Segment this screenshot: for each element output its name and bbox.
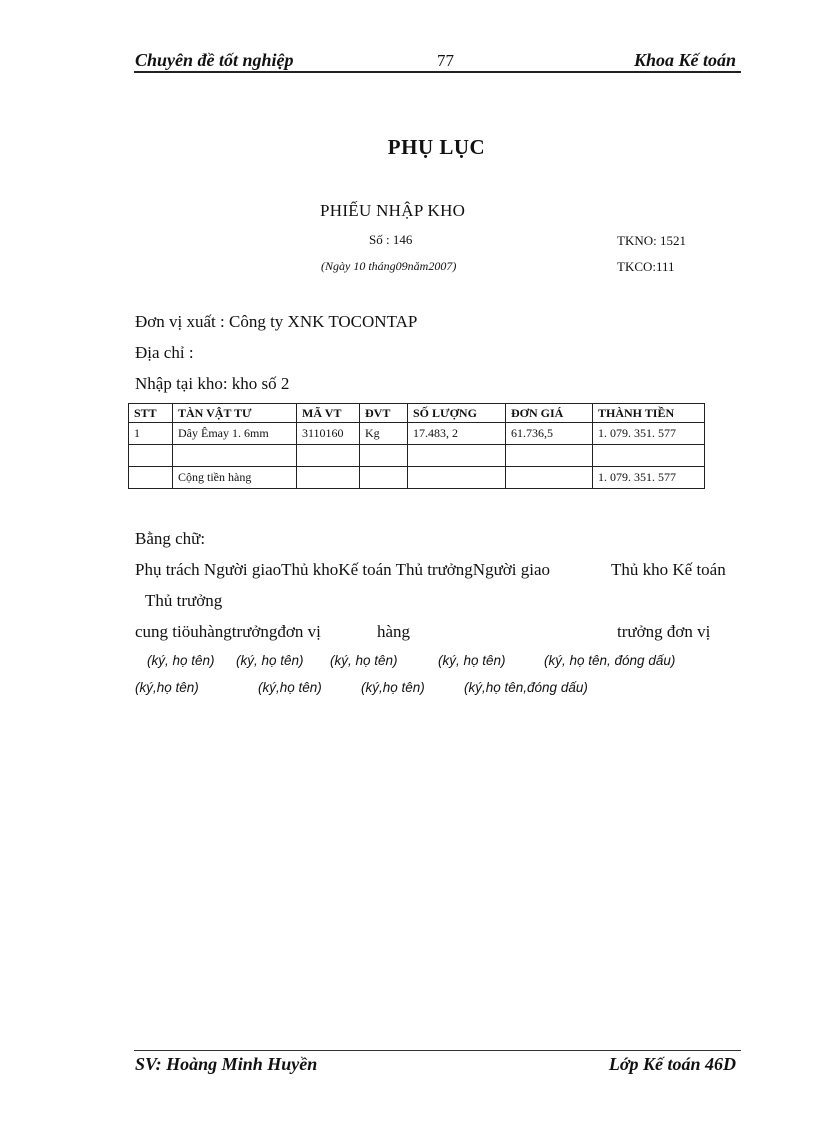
sign-note-stamp: (ký, họ tên, đóng dấu): [544, 653, 676, 668]
amount-in-words: Bằng chữ:: [135, 529, 206, 548]
col-item-name: TÀN VẬT TƯ: [173, 404, 297, 423]
page-number: 77: [437, 51, 454, 70]
sign-note: (ký,họ tên): [135, 680, 199, 695]
table-cell: [360, 445, 408, 467]
signature-roles-right: Thủ kho Kế toán: [611, 560, 726, 579]
footer-class: Lớp Kế toán 46D: [608, 1054, 736, 1074]
table-row: [129, 445, 705, 467]
col-unit: ĐVT: [360, 404, 408, 423]
col-stt: STT: [129, 404, 173, 423]
warehouse: Nhập tại kho: kho số 2: [135, 374, 290, 393]
receipt-number: Số : 146: [369, 232, 413, 247]
table-cell: 1. 079. 351. 577: [593, 467, 705, 489]
table-cell: Cộng tiền hàng: [173, 467, 297, 489]
table-cell: [360, 467, 408, 489]
table-cell: Kg: [360, 423, 408, 445]
address: Địa chỉ :: [135, 343, 194, 362]
tk-no: TKNO: 1521: [617, 233, 686, 248]
signature-roles-line3-mid: hàng: [377, 622, 411, 641]
sign-note: (ký, họ tên): [236, 653, 304, 668]
receipt-name: PHIẾU NHẬP KHO: [320, 201, 466, 220]
signature-roles-line2: Thủ trưởng: [145, 591, 223, 610]
footer-student: SV: Hoàng Minh Huyền: [135, 1054, 318, 1074]
table-cell: [506, 445, 593, 467]
table-cell: [129, 467, 173, 489]
signature-roles-line: Phụ trách Người giaoThủ khoKế toán Thủ trưởngNgười giao: [135, 560, 551, 579]
page-title: PHỤ LỤC: [387, 135, 486, 159]
receipt-date: (Ngày 10 tháng09năm2007): [321, 259, 457, 273]
header-rule: [134, 71, 741, 73]
col-amount: THÀNH TIỀN: [593, 404, 705, 423]
table-cell: [506, 467, 593, 489]
table-cell: 1: [129, 423, 173, 445]
sign-note: (ký, họ tên): [147, 653, 215, 668]
sign-note-stamp: (ký,họ tên,đóng dấu): [464, 680, 588, 695]
col-unit-price: ĐƠN GIÁ: [506, 404, 593, 423]
sign-note: (ký,họ tên): [361, 680, 425, 695]
signature-roles-line3-right: trưởng đơn vị: [617, 622, 711, 641]
table-cell: 61.736,5: [506, 423, 593, 445]
table-row: [129, 423, 705, 445]
sign-note: (ký, họ tên): [330, 653, 398, 668]
table-cell: [593, 445, 705, 467]
table-cell: 17.483, 2: [408, 423, 506, 445]
table-cell: [297, 467, 360, 489]
tk-co: TKCO:111: [617, 259, 675, 274]
issuing-unit: Đơn vị xuất : Công ty XNK TOCONTAP: [135, 312, 418, 331]
footer-rule: [134, 1050, 741, 1051]
table-cell: [408, 445, 506, 467]
table-header-row: [129, 404, 705, 423]
table-cell: 3110160: [297, 423, 360, 445]
table-cell: Dây Êmay 1. 6mm: [173, 423, 297, 445]
signature-roles-line3: cung tiöuhàngtrưởngđơn vị: [135, 622, 321, 641]
table-total-row: [129, 467, 705, 489]
table-cell: [297, 445, 360, 467]
table-cell: 1. 079. 351. 577: [593, 423, 705, 445]
table-cell: [173, 445, 297, 467]
sign-note: (ký,họ tên): [258, 680, 322, 695]
sign-note: (ký, họ tên): [438, 653, 506, 668]
col-quantity: SỐ LƯỢNG: [408, 404, 506, 423]
table-cell: [408, 467, 506, 489]
receipt-table: [128, 403, 705, 489]
table-cell: [129, 445, 173, 467]
col-item-code: MÃ VT: [297, 404, 360, 423]
header-title: Chuyên đề tốt nghiệp: [135, 50, 294, 70]
header-department: Khoa Kế toán: [633, 50, 736, 70]
